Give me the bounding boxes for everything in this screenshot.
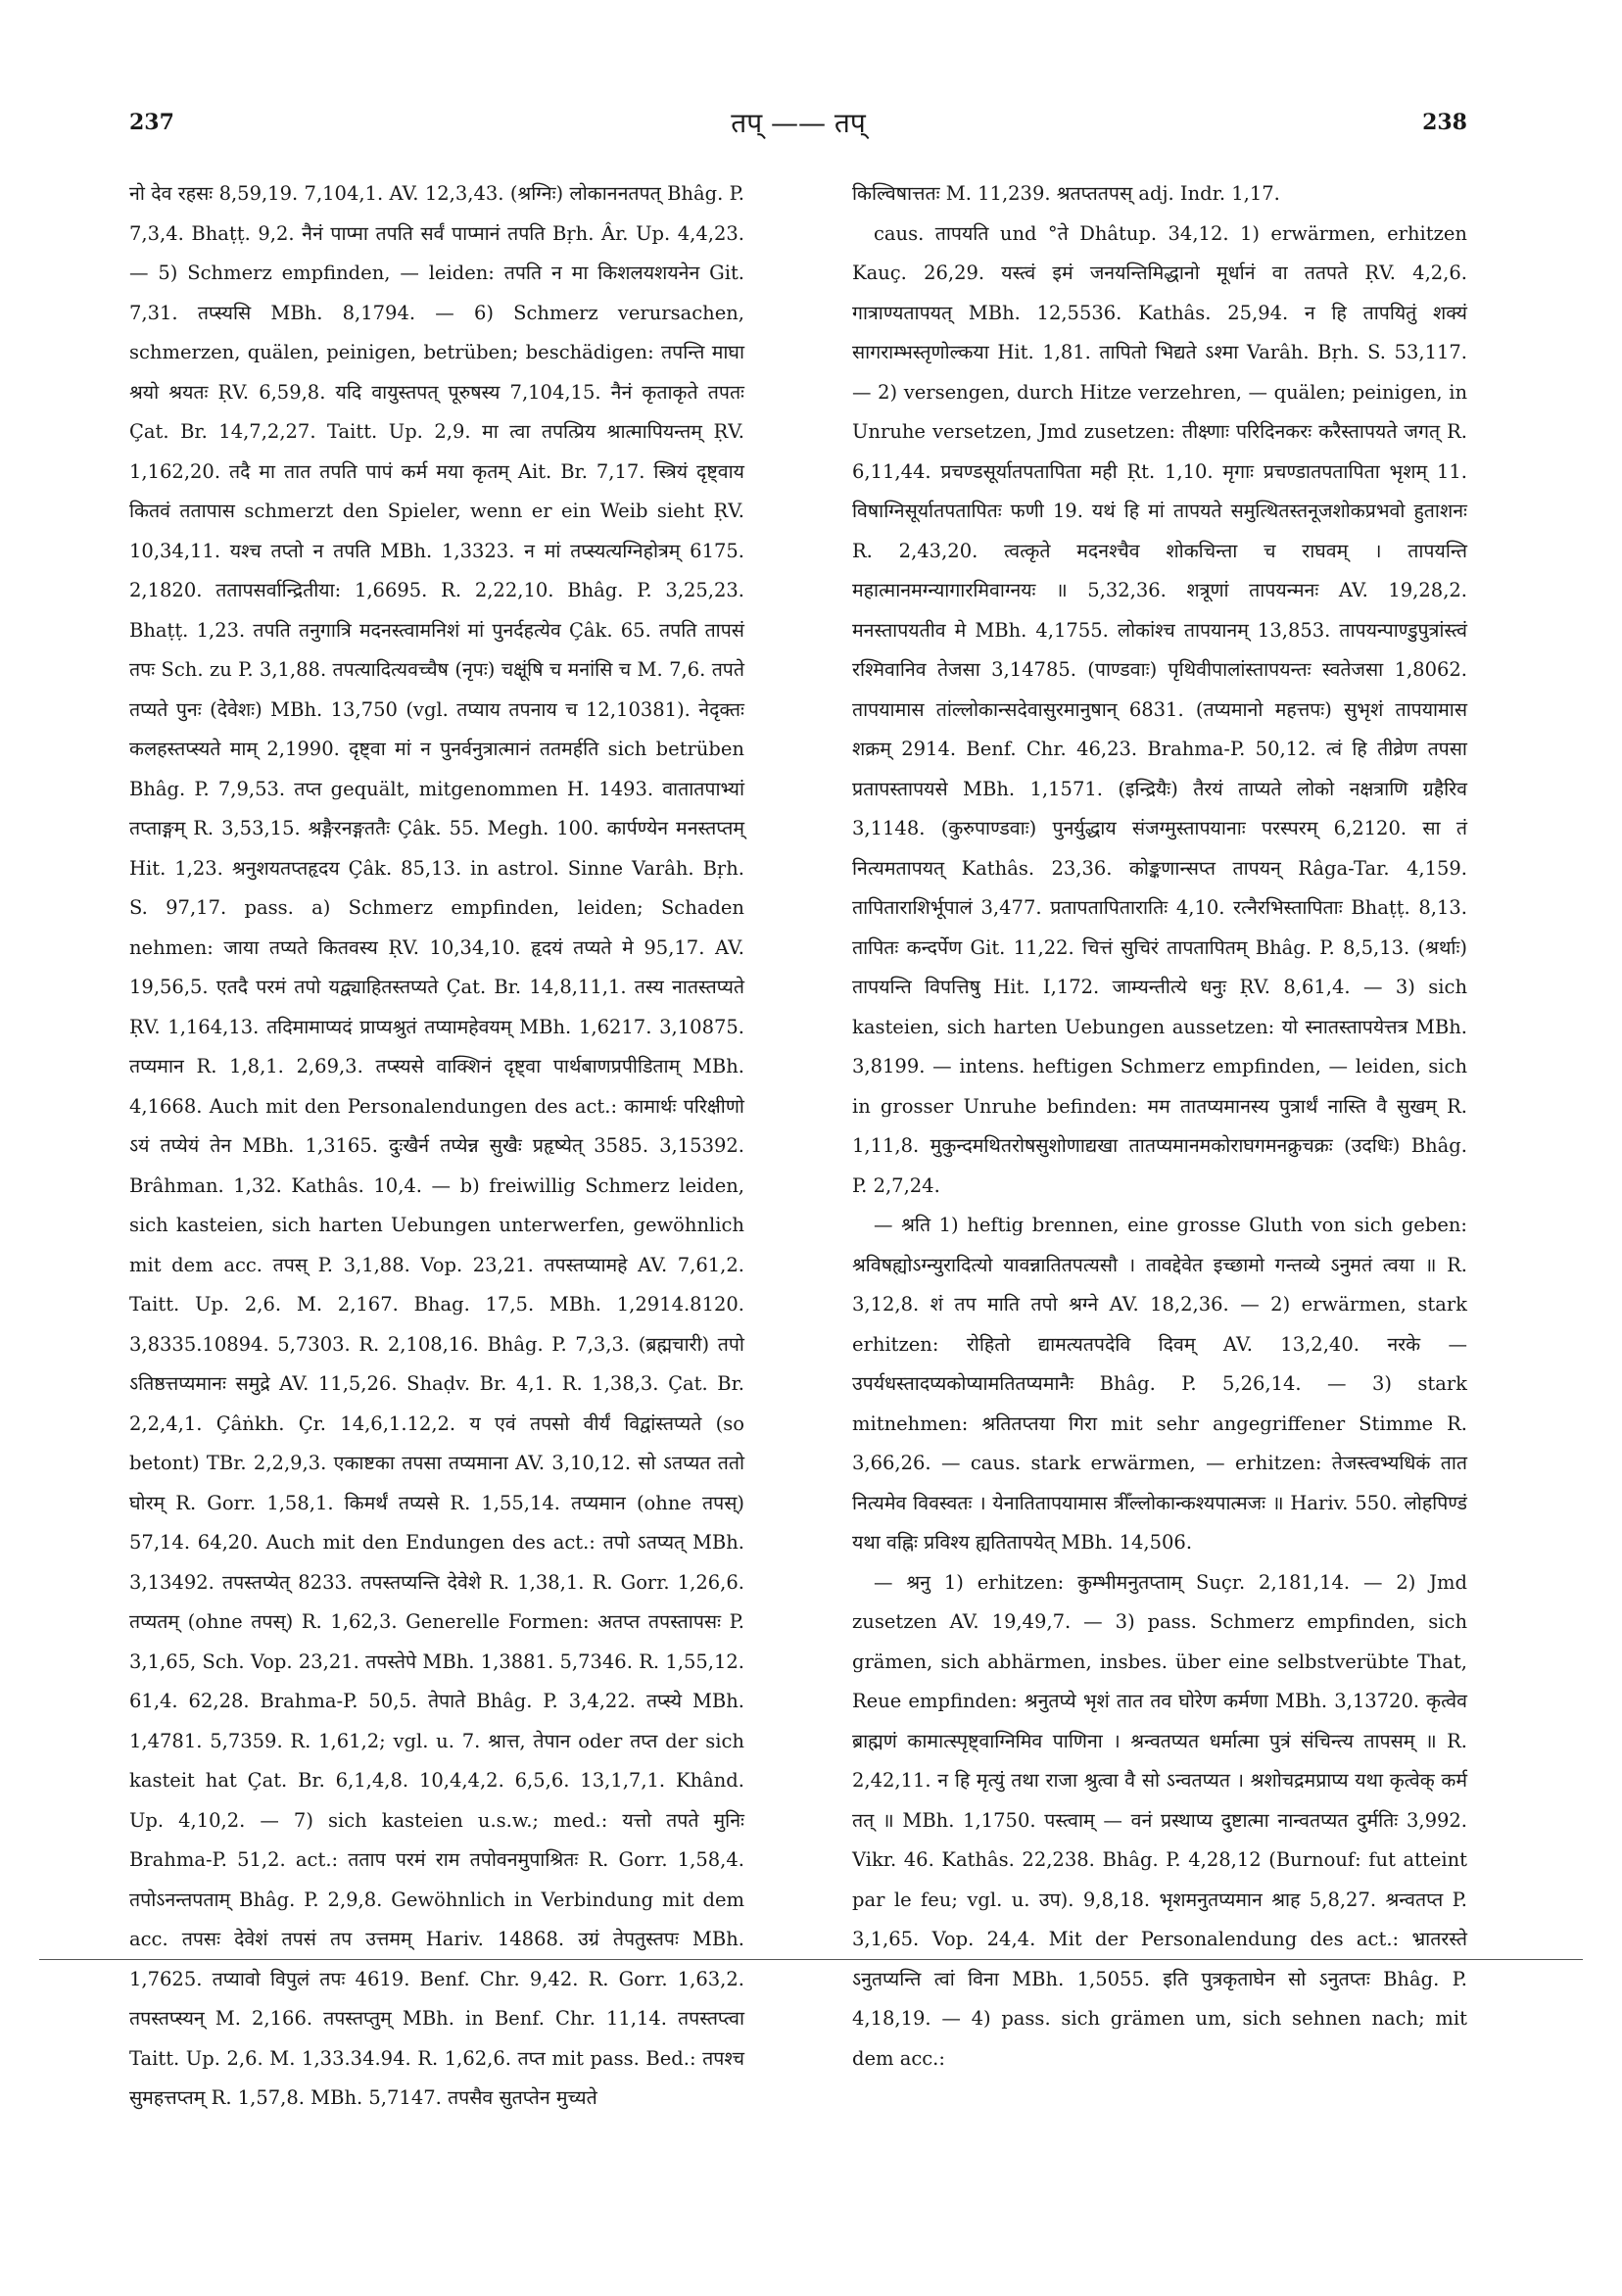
running-title: तप् —— तप् (731, 107, 866, 139)
right-column-paragraph: caus. तापयति und °ते Dhâtup. 34,12. 1) erwärmen, erhitzen Kauç. 26,29. यस्त्वं इमं जनयन्तिमिद्धानो मूर्धानं वा ततपते ṚV. 4,2,6. गात्राण्यतापयत् MBh. 12,5536. Kathâs. 25,94. न हि तापयितुं शक्यं सागराम्भस्तृणोल्कया Hit. 1,81. तापितो भिद्यते ऽश्मा Varâh. Bṛh. S. 53,117. — 2) versengen, durch Hitze verzehren, — quälen; peinigen, in Unruhe versetzen, Jmd zusetzen: तीक्ष्णाः परिदिनकरः करैस्तापयते जगत् R. 6,11,44. प्रचण्डसूर्यातपतापिता मही Ṛt. 1,10. मृगाः प्रचण्डातपतापिता भृशम् 11. विषाग्निसूर्यातपतापितः फणी 19. यथं हि मां तापयते समुत्थितस्तनूजशोकप्रभवो हुताशनः R. 2,43,20. त्वत्कृते मदनश्चैव शोकचिन्ता च राघवम् । तापयन्ति महात्मानमग्न्यागारमिवाग्नयः ॥ 5,32,36. शत्रूणां तापयन्मनः AV. 19,28,2. मनस्तापयतीव मे MBh. 4,1755. लोकांश्च तापयानम् 13,853. तापयन्पाण्डुपुत्रांस्त्वं रश्मिवानिव तेजसा 3,14785. (पाण्डवाः) पृथिवीपालांस्तापयन्तः स्वतेजसा 1,8062. तापयामास तांल्लोकान्सदेवासुरमानुषान् 6831. (तप्यमानो महत्तपः) सुभृशं तापयामास शक्रम् 2914. Benf. Chr. 46,23. Brahma-P. 50,12. त्वं हि तीव्रेण तपसा प्रतापस्तापयसे MBh. 1,1571. (इन्द्रियैः) तैरयं ताप्यते लोको नक्षत्राणि ग्रहैरिव 3,1148. (कुरुपाण्डवाः) पुनर्युद्धाय संजग्मुस्तापयानाः परस्परम् 6,2120. सा तं नित्यमतापयत् Kathâs. 23,36. कोङ्कणान्सप्त तापयन् Râga-Tar. 4,159. तापिताराशिर्भूपालं 3,477. प्रतापतापितारातिः 4,10. रत्नैरभिस्तापिताः Bhaṭṭ. 8,13. तापितः कन्दर्पेण Git. 11,22. चित्तं सुचिरं तापतापितम् Bhâg. P. 8,5,13. (श्रर्थाः) तापयन्ति विपत्तिषु Hit. I,172. जाम्यन्तीत्ये धनुः ṚV. 8,61,4. — 3) sich kasteien, sich harten Uebungen aussetzen: यो स्नातस्तापयेत्तत्र MBh. 3,8199. — intens. heftigen Schmerz empfinden, — leiden, sich in grosser Unruhe befinden: मम तातप्यमानस्य पुत्रार्थं नास्ति वै सुखम् R. 1,11,8. मुकुन्दमथितरोषसुशोणाद्यखा तातप्यमानमकोराघगमनक्रुचक्रः (उदधिः) Bhâg. P. 2,7,24. (852, 221, 1467, 1197)
right-column-paragraph: — श्रति 1) heftig brennen, eine grosse Gluth von sich geben: श्रविषह्योऽग्न्युरादित्यो यावन्नातितपत्यसौ । तावद्देवेत इच्छामो गन्तव्ये ऽनुमतं त्वया ॥ R. 3,12,8. शं तप माति तपो श्रग्ने AV. 18,2,36. — 2) erwärmen, stark erhitzen: रोहितो द्यामत्यतपदेवि दिवम् AV. 13,2,40. नरके — उपर्यधस्तादप्यकोप्यामतितप्यमानैः Bhâg. P. 5,26,14. — 3) stark mitnehmen: श्रतितप्तया गिरा mit sehr angegriffener Stimme R. 3,66,26. — caus. stark erwärmen, — erhitzen: तेजस्त्वभ्यधिकं तात नित्यमेव विवस्वतः । येनातितापयामास त्रीँल्लोकान्कश्यपात्मजः ॥ Hariv. 550. लोहपिण्डं यथा वह्निः प्रविश्य ह्यतितापयेत् MBh. 14,506. (852, 1214, 1467, 1554)
page-number-left: 237 (129, 110, 174, 135)
page-header (129, 107, 1467, 149)
left-column (129, 174, 744, 2109)
footer-rule (39, 1959, 1583, 1960)
right-column-paragraph: — श्रनु 1) erhitzen: कुम्भीमनुतप्ताम् Suçr. 2,181,14. — 2) Jmd zusetzen AV. 19,49,7. — 3) pass. Schmerz empfinden, sich grämen, sich abhärmen, insbes. über eine selbstverübte That, Reue empfinden: श्रनुतप्ये भृशं तात तव घोरेण कर्मणा MBh. 3,13720. कृत्वेव ब्राह्मणं कामात्स्पृष्ट्वाग्निमिव पाणिना । श्रन्वतप्यत धर्मात्मा पुत्रं संचिन्त्य तापसम् ॥ R. 2,42,11. न हि मृत्युं तथा राजा श्रुत्वा वै सो ऽन्वतप्यत । श्रशोचद्रमप्राप्य यथा कृत्वेक् कर्म तत् ॥ MBh. 1,1750. पस्त्वाम् — वनं प्रस्थाप्य दुष्टात्मा नान्वतप्यत दुर्मतिः 3,992. Vikr. 46. Kathâs. 22,238. Bhâg. P. 4,28,12 (Burnouf: fut atteint par le feu; vgl. u. उप). 9,8,18. भृशमनुतप्यमान श्राह 5,8,27. श्रन्वतप्त P. 3,1,65. Vop. 24,4. Mit der Personalendung des act.: भ्रातरस्ते ऽनुतप्यन्ति त्वां विना MBh. 1,5055. इति पुत्रकृताघेन सो ऽनुतप्तः Bhâg. P. 4,18,19. — 4) pass. sich grämen um, sich sehnen nach; mit dem acc.: (852, 1570, 1467, 2070)
page-number-right: 238 (1422, 110, 1467, 135)
right-column (852, 174, 1467, 2070)
left-column-paragraph: नो देव रहसः 8,59,19. 7,104,1. AV. 12,3,43. (श्रग्निः) लोकाननतपत् Bhâg. P. 7,3,4. Bhaṭṭ. 9,2. नैनं पाप्मा तपति सर्वं पाप्मानं तपति Bṛh. Âr. Up. 4,4,23. — 5) Schmerz empfinden, — leiden: तपति न मा किशलयशयनेन Git. 7,31. तप्स्यसि MBh. 8,1794. — 6) Schmerz verursachen, schmerzen, quälen, peinigen, betrüben; beschädigen: तपन्ति माघा श्रयो श्रयतः ṚV. 6,59,8. यदि वायुस्तपत् पूरुषस्य 7,104,15. नैनं कृताकृते तपतः Çat. Br. 14,7,2,27. Taitt. Up. 2,9. मा त्वा तपत्प्रिय श्रात्मापियन्तम् ṚV. 1,162,20. तदै मा तात तपति पापं कर्म मया कृतम् Ait. Br. 7,17. स्त्रियं दृष्ट्वाय कितवं ततापास schmerzt den Spieler, wenn er ein Weib sieht ṚV. 10,34,11. यश्च तप्तो न तपति MBh. 1,3323. न मां तप्स्यत्यग्निहोत्रम् 6175. 2,1820. ततापसर्वान्द्रितीया: 1,6695. R. 2,22,10. Bhâg. P. 3,25,23. Bhaṭṭ. 1,23. तपति तनुगात्रि मदनस्त्वामनिशं मां पुनर्दहत्येव Çâk. 65. तपति तापसं तपः Sch. zu P. 3,1,88. तपत्यादित्यवच्चैष (नृपः) चक्षूंषि च मनांसि च M. 7,6. तपते तप्यते पुनः (देवेशः) MBh. 13,750 (vgl. तप्याय तपनाय च 12,10381). नेदृक्तः कलहस्तप्स्यते माम् 2,1990. दृष्ट्वा मां न पुनर्वनुत्रात्मानं ततमर्हति sich betrüben Bhâg. P. 7,9,53. तप्त gequält, mitgenommen H. 1493. वातातपाभ्यां तप्ताङ्गम् R. 3,53,15. श्रङ्गैरनङ्गततैः Çâk. 55. Megh. 100. कार्पण्येन मनस्तप्तम् Hit. 1,23. श्रनुशयतप्तहृदय Çâk. 85,13. in astrol. Sinne Varâh. Bṛh. S. 97,17. pass. a) Schmerz empfinden, leiden; Schaden nehmen: जाया तप्यते कितवस्य ṚV. 10,34,10. हृदयं तप्यते मे 95,17. AV. 19,56,5. एतदै परमं तपो यद्व्याहितस्तप्यते Çat. Br. 14,8,11,1. तस्य नातस्तप्यते ṚV. 1,164,13. तदिमामाप्यदं प्राप्यश्रुतं तप्यामहेवयम् MBh. 1,6217. 3,10875. तप्यमान R. 1,8,1. 2,69,3. तप्स्यसे वाक्शिनं दृष्ट्वा पार्थबाणप्रपीडिताम् MBh. 4,1668. Auch mit den Personalendungen des act.: कामार्थः परिक्षीणो ऽयं तप्येयं तेन MBh. 1,3165. दुःखैर्न तप्येन्न सुखैः प्रहृष्येत् 3585. 3,15392. Brâhman. 1,32. Kathâs. 10,4. — b) freiwillig Schmerz leiden, sich kasteien, sich harten Uebungen unterwerfen, gewöhnlich mit dem acc. तपस् P. 3,1,88. Vop. 23,21. तपस्तप्यामहे AV. 7,61,2. Taitt. Up. 2,6. M. 2,167. Bhag. 17,5. MBh. 1,2914.8120. 3,8335.10894. 5,7303. R. 2,108,16. Bhâg. P. 7,3,3. (ब्रह्मचारी) तपो ऽतिष्ठत्तप्यमानः समुद्रे AV. 11,5,26. Shaḍv. Br. 4,1. R. 1,38,3. Çat. Br. 2,2,4,1. Çâṅkh. Çr. 14,6,1.12,2. य एवं तपसो वीर्यं विद्वांस्तप्यते (so betont) TBr. 2,2,9,3. एकाष्टका तपसा तप्यमाना AV. 3,10,12. सो ऽतप्यत ततो घोरम् R. Gorr. 1,58,1. किमर्थं तप्यसे R. 1,55,14. तप्यमान (ohne तपस्) 57,14. 64,20. Auch mit den Endungen des act.: तपो ऽतप्यत् MBh. 3,13492. तपस्तप्येत् 8233. तपस्तप्यन्ति देवेशे R. 1,38,1. R. Gorr. 1,26,6. तप्यतम् (ohne तपस्) R. 1,62,3. Generelle Formen: अतप्त तपस्तापसः P. 3,1,65, Sch. Vop. 23,21. तपस्तेपे MBh. 1,3881. 5,7346. R. 1,55,12. 61,4. 62,28. Brahma-P. 50,5. तेपाते Bhâg. P. 3,4,22. तप्स्ये MBh. 1,4781. 5,7359. R. 1,61,2; vgl. u. 7. श्रात्त, तेपान oder तप्त der sich kasteit hat Çat. Br. 6,1,4,8. 10,4,4,2. 6,5,6. 13,1,7,1. Khând. Up. 4,10,2. — 7) sich kasteien u.s.w.; med.: यत्तो तपते मुनिः Brahma-P. 51,2. act.: तताप परमं राम तपोवनमुपाश्रितः R. Gorr. 1,58,4. तपोऽनन्तपताम् Bhâg. P. 2,9,8. Gewöhnlich in Verbindung mit dem acc. तपसः देवेशं तपसं तप उत्तमम् Hariv. 14868. उग्रं तेपतुस्तपः MBh. 1,7625. तप्यावो विपुलं तपः 4619. Benf. Chr. 9,42. R. Gorr. 1,63,2. तपस्तप्स्यन् M. 2,166. तपस्तप्तुम् MBh. in Benf. Chr. 11,14. तपस्तप्त्वा Taitt. Up. 2,6. M. 1,33.34.94. R. 1,62,6. तप्त mit pass. Bed.: तपश्च सुमहत्तप्तम् R. 1,57,8. MBh. 5,7147. तपसैव सुतप्तेन मुच्यते (129, 182, 744, 2109)
right-column-paragraph: किल्विषात्ततः M. 11,239. श्रतप्ततपस् adj. Indr. 1,17. (852, 182, 1280, 205)
